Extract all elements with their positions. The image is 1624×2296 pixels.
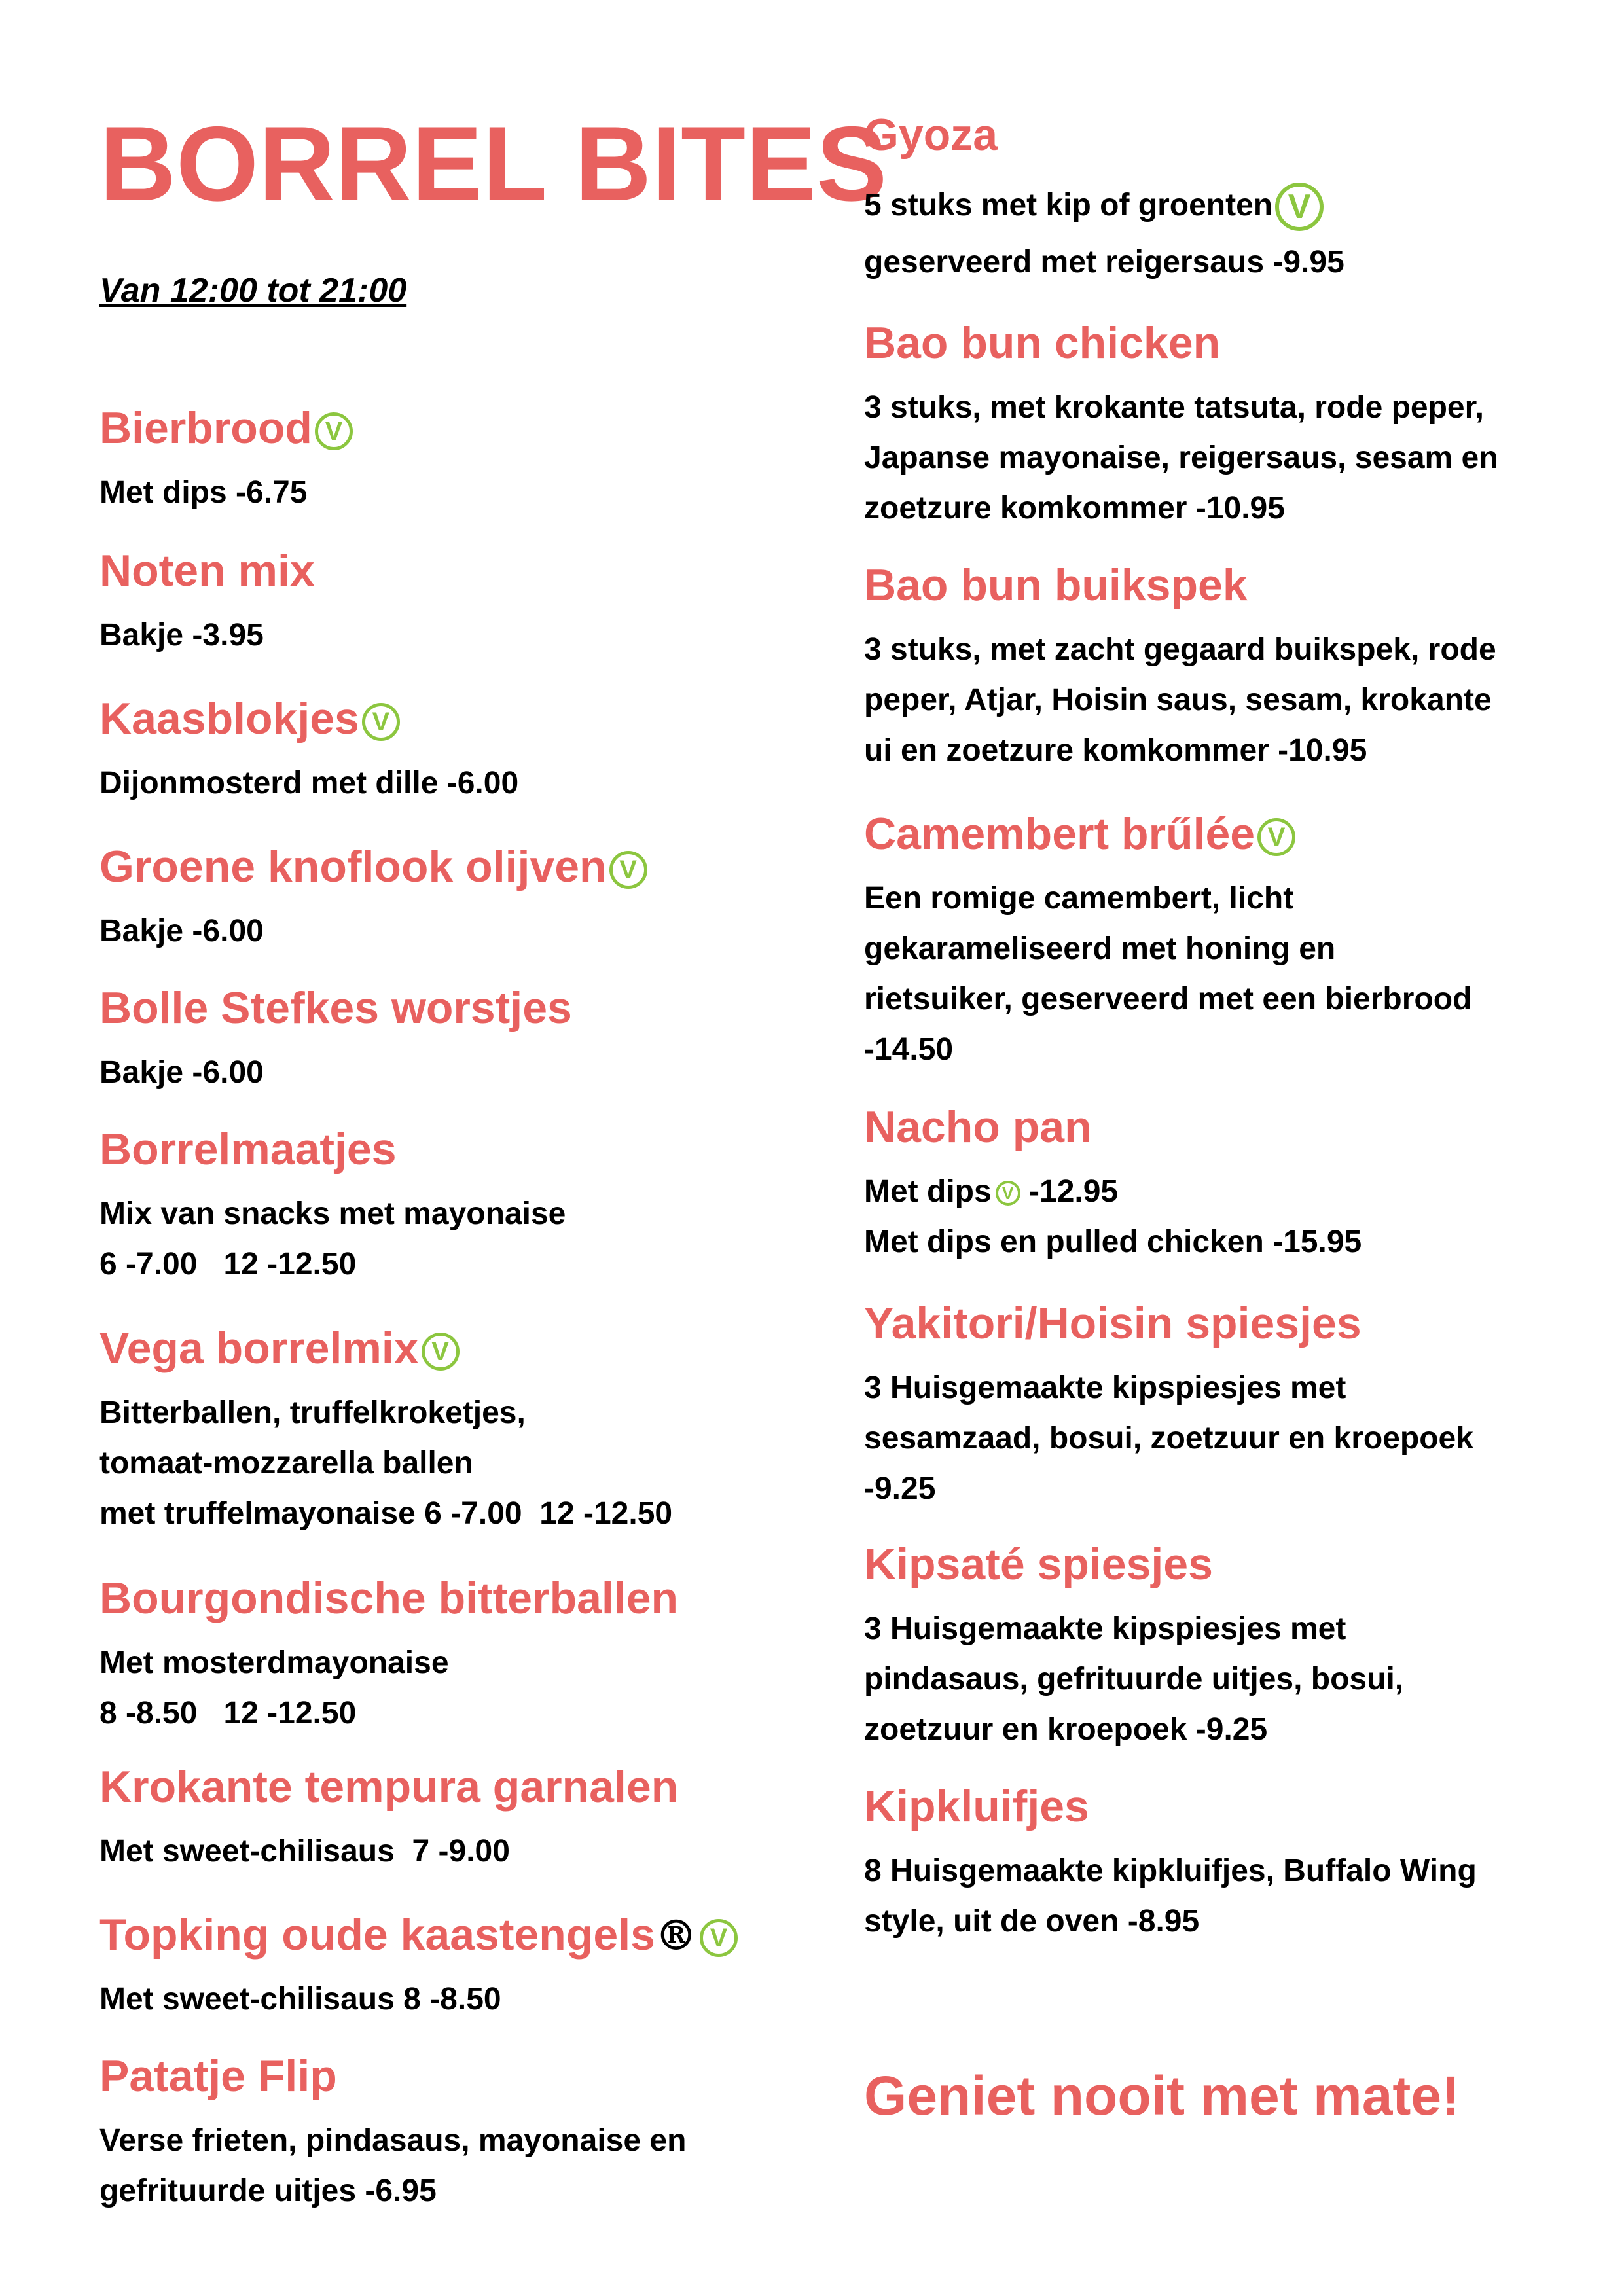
item-description: 3 Huisgemaakte kipspiesjes met: [864, 1611, 1346, 1646]
item-price: geserveerd met reigersaus -9.95: [864, 245, 1344, 279]
vegetarian-icon: V: [609, 851, 647, 889]
item-description: Dijonmosterd met dille -6.00: [99, 766, 519, 801]
item-name: Yakitori/Hoisin spiesjes: [864, 1299, 1362, 1348]
item-name: Kipsaté spiesjes: [864, 1539, 1213, 1589]
item-name: Bao bun chicken: [864, 318, 1221, 368]
menu-item-bourgondische-bitterballen: [99, 1573, 793, 1738]
item-description: Bakje -3.95: [99, 618, 264, 653]
menu-title: BORREL BITES: [99, 105, 888, 223]
menu-item-bao-bun-chicken: [864, 318, 1571, 533]
item-description: Verse frieten, pindasaus, mayonaise en: [99, 2123, 687, 2158]
menu-item-kipsate-spiesjes: [864, 1539, 1571, 1755]
item-description: Mix van snacks met mayonaise: [99, 1196, 566, 1231]
menu-item-bierbrood: [99, 403, 793, 518]
item-price: ui en zoetzure komkommer -10.95: [864, 733, 1367, 768]
item-description: Een romige camembert, licht: [864, 881, 1294, 916]
item-price: 6 -7.00 12 -12.50: [99, 1247, 357, 1282]
item-description: Met sweet-chilisaus 8 -8.50: [99, 1982, 501, 2017]
item-price: Met dips en pulled chicken -15.95: [864, 1225, 1362, 1259]
registered-mark: ®: [655, 1911, 697, 1960]
item-description: rietsuiker, geserveerd met een bierbrood: [864, 982, 1472, 1017]
menu-item-vega-borrelmix: [99, 1323, 793, 1539]
vegetarian-icon: V: [700, 1919, 738, 1957]
item-description: Met mosterdmayonaise: [99, 1645, 449, 1680]
menu-item-yakitori-hoisin-spiesjes: [864, 1301, 1571, 1514]
item-description: sesamzaad, bosui, zoetzuur en kroepoek: [864, 1421, 1473, 1456]
item-description: 3 stuks, met krokante tatsuta, rode peper,: [864, 390, 1484, 425]
item-description: gefrituurde uitjes -6.95: [99, 2174, 437, 2208]
item-name: Noten mix: [99, 546, 315, 596]
item-description: Japanse mayonaise, reigersaus, sesam en: [864, 440, 1498, 475]
menu-item-kipkluifjes: [864, 1784, 1571, 1946]
item-name: Patatje Flip: [99, 2051, 337, 2101]
item-description: tomaat-mozzarella ballen: [99, 1446, 473, 1481]
item-description: 3 stuks, met zacht gegaard buikspek, rode: [864, 632, 1496, 667]
vegetarian-icon: V: [1257, 818, 1295, 856]
item-description: Bakje -6.00: [99, 1055, 264, 1090]
item-description: peper, Atjar, Hoisin saus, sesam, krokante: [864, 683, 1492, 717]
item-name: Gyoza: [864, 110, 998, 160]
item-description: 8 Huisgemaakte kipkluifjes, Buffalo Wing: [864, 1854, 1477, 1888]
item-name: Camembert brűlée: [864, 809, 1255, 859]
item-description: Met dips -6.75: [99, 475, 308, 511]
menu-item-borrelmaatjes: [99, 1124, 793, 1289]
item-price-text: -12.95: [1020, 1174, 1119, 1209]
item-name: Kaasblokjes: [99, 694, 359, 744]
item-description: gekarameliseerd met honing en: [864, 931, 1336, 967]
vegetarian-icon: V: [315, 412, 353, 450]
menu-item-nacho-pan: [864, 1102, 1571, 1267]
item-description-text: Met dips: [864, 1174, 992, 1209]
slogan: Geniet nooit met mate!: [864, 2065, 1460, 2126]
vegetarian-icon: V: [996, 1181, 1020, 1206]
item-name: Bao bun buikspek: [864, 560, 1248, 610]
item-name: Krokante tempura garnalen: [99, 1762, 679, 1812]
item-price: style, uit de oven -8.95: [864, 1904, 1200, 1939]
menu-item-noten-mix: [99, 548, 793, 660]
item-description: pindasaus, gefrituurde uitjes, bosui,: [864, 1662, 1404, 1696]
item-price: met truffelmayonaise 6 -7.00 12 -12.50: [99, 1496, 673, 1532]
item-description: [864, 174, 1571, 237]
menu-item-topking-oude-kaastengels: [99, 1912, 793, 2024]
item-name: Vega borrelmix: [99, 1323, 419, 1373]
item-name: Borrelmaatjes: [99, 1124, 397, 1174]
menu-item-camembert-brulee: [864, 809, 1571, 1075]
opening-hours: Van 12:00 tot 21:00: [99, 272, 407, 310]
item-name: Groene knoflook olijven: [99, 842, 607, 891]
menu-item-gyoza: [864, 110, 1571, 287]
vegetarian-icon: V: [1275, 183, 1324, 231]
item-description: Met sweet-chilisaus 7 -9.00: [99, 1834, 510, 1869]
vegetarian-icon: V: [422, 1333, 460, 1371]
item-description: 3 Huisgemaakte kipspiesjes met: [864, 1371, 1346, 1405]
item-name: Bourgondische bitterballen: [99, 1573, 679, 1623]
item-description: Bakje -6.00: [99, 914, 264, 949]
item-price: -14.50: [864, 1032, 954, 1067]
menu-item-bolle-stefkes-worstjes: [99, 983, 793, 1098]
item-description: Bitterballen, truffelkroketjes,: [99, 1395, 526, 1431]
item-price: [864, 1166, 1571, 1217]
item-price: zoetzuur en kroepoek -9.25: [864, 1712, 1268, 1747]
item-price: zoetzure komkommer -10.95: [864, 491, 1285, 526]
item-name: Bierbrood: [99, 403, 312, 453]
item-name: Bolle Stefkes worstjes: [99, 983, 572, 1033]
item-price: -9.25: [864, 1471, 936, 1506]
item-description-text: 5 stuks met kip of groenten: [864, 188, 1273, 223]
menu-item-kaasblokjes: [99, 696, 793, 808]
menu-item-groene-knoflook-olijven: [99, 844, 793, 956]
item-name: Kipkluifjes: [864, 1782, 1089, 1831]
item-price: 8 -8.50 12 -12.50: [99, 1696, 357, 1731]
vegetarian-icon: V: [362, 703, 400, 741]
menu-item-bao-bun-buikspek: [864, 560, 1571, 776]
item-name: Nacho pan: [864, 1102, 1092, 1152]
item-name: Topking oude kaastengels: [99, 1910, 655, 1960]
menu-item-krokante-tempura-garnalen: [99, 1762, 793, 1876]
menu-item-patatje-flip: [99, 2051, 793, 2216]
